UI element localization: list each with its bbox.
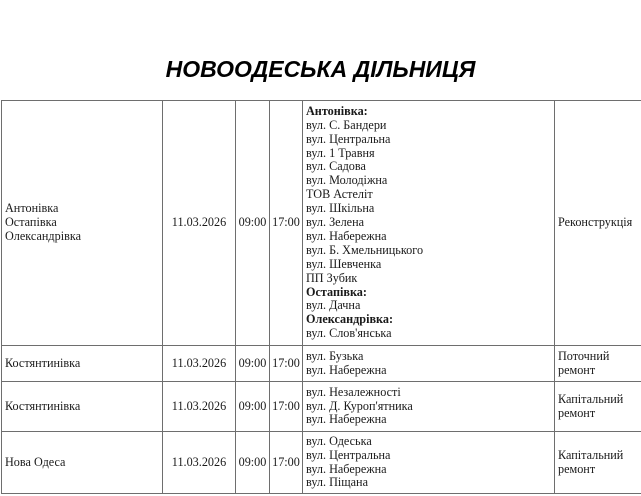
end-time-cell: 17:00 [270,101,303,346]
work-type-text: Капітальний [558,391,624,406]
work-type-text: Реконструкція [558,215,633,230]
work-type-text: ремонт [558,461,596,476]
date-cell: 11.03.2026 [163,432,236,494]
end-time-cell: 17:00 [270,432,303,494]
work-type-cell [555,382,641,432]
work-type-cell [555,101,641,346]
street-name: вул. Б. Хмельницького [306,242,424,257]
street-name: вул. Слов'янська [306,326,392,341]
work-type-text: Поточний [558,348,610,363]
village-heading: Олександрівка: [306,312,394,327]
locations-cell [2,382,163,432]
start-time-cell: 09:00 [236,432,270,494]
street-name: вул. Набережна [306,461,387,476]
location-name: Антонівка [5,201,59,216]
street-name: вул. 1 Травня [306,145,375,160]
street-name: ТОВ Астеліт [306,187,373,202]
work-type-cell [555,346,641,382]
page-title: НОВООДЕСЬКА ДІЛЬНИЦЯ [165,56,476,82]
street-name: вул. Центральна [306,131,391,146]
end-time-cell: 17:00 [270,382,303,432]
date-cell: 11.03.2026 [163,346,236,382]
village-heading: Антонівка: [306,103,368,118]
street-name: вул. Бузька [306,348,364,363]
streets-cell [303,382,555,432]
start-time-cell: 09:00 [236,101,270,346]
location-name: Костянтинівка [5,355,81,370]
street-name: вул. Незалежності [306,384,401,399]
table-row [2,382,641,432]
table-row [2,346,641,382]
date-cell: 11.03.2026 [163,101,236,346]
street-name: вул. Набережна [306,362,387,377]
street-name: ПП Зубик [306,270,358,285]
date-cell: 11.03.2026 [163,382,236,432]
street-name: вул. Дачна [306,298,361,313]
streets-cell [303,432,555,494]
start-time-cell: 09:00 [236,382,270,432]
street-name: вул. Центральна [306,447,391,462]
street-name: вул. Шкільна [306,201,375,216]
street-name: вул. Зелена [306,215,365,230]
streets-cell [303,101,555,346]
street-name: вул. Набережна [306,228,387,243]
start-time-cell: 09:00 [236,346,270,382]
table-row [2,101,641,346]
work-type-cell [555,432,641,494]
street-name: вул. Набережна [306,412,387,427]
work-type-text: Капітальний [558,447,624,462]
location-name: Олександрівка [5,228,81,243]
street-name: вул. Садова [306,159,366,174]
street-name: вул. Піщана [306,475,368,490]
locations-cell [2,346,163,382]
streets-cell [303,346,555,382]
locations-cell [2,432,163,494]
street-name: вул. Одеська [306,433,372,448]
location-name: Костянтинівка [5,398,81,413]
work-type-text: ремонт [558,362,596,377]
locations-cell [2,101,163,346]
street-name: вул. Шевченка [306,256,382,271]
location-name: Остапівка [5,215,57,230]
work-type-text: ремонт [558,405,596,420]
village-heading: Остапівка: [306,284,367,299]
street-name: вул. Д. Куроп'ятника [306,398,413,413]
location-name: Нова Одеса [5,454,66,469]
table-row [2,432,641,494]
outage-schedule-table [1,100,641,494]
end-time-cell: 17:00 [270,346,303,382]
street-name: вул. С. Бандери [306,117,387,132]
street-name: вул. Молодіжна [306,173,388,188]
